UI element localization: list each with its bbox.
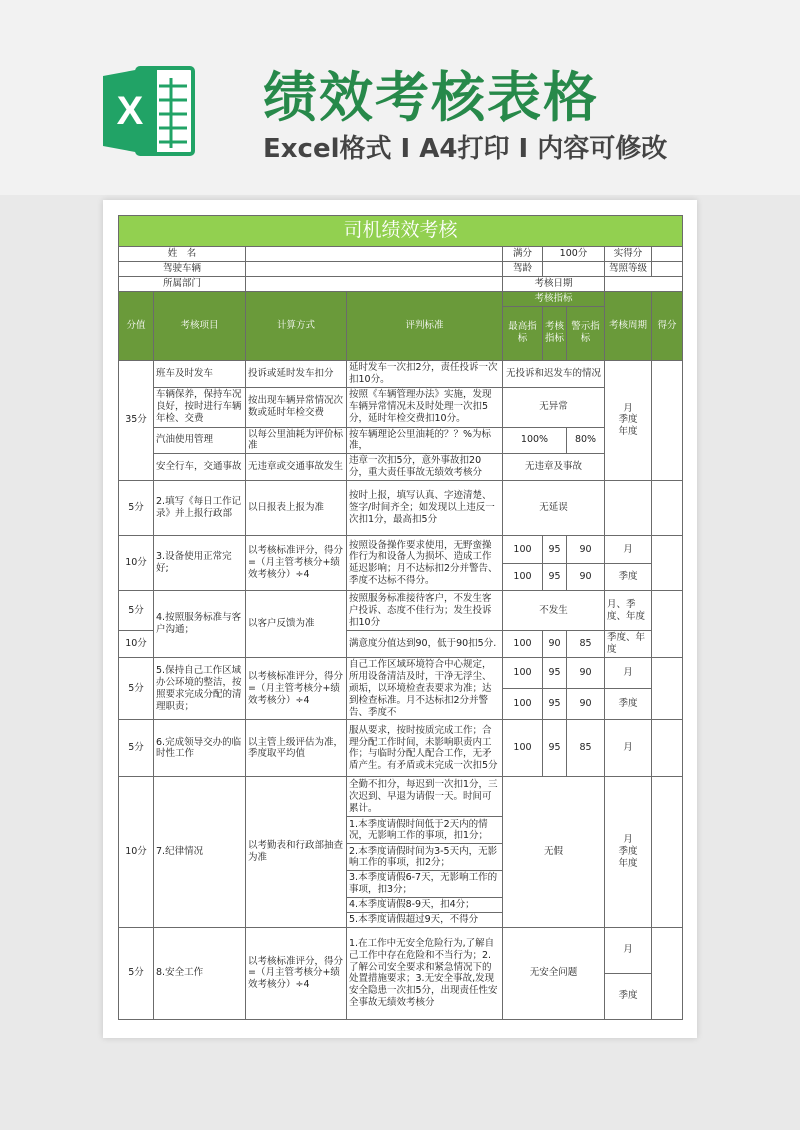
license-value[interactable] xyxy=(652,261,683,276)
indicator-cell: 无安全问题 xyxy=(503,927,605,1019)
period-cell: 月 xyxy=(605,720,652,777)
col-criteria: 评判标准 xyxy=(347,291,503,360)
criteria-cell: 按车辆理论公里油耗的？？%为标准， xyxy=(347,427,503,454)
col-indicator: 考核指标 xyxy=(503,291,605,306)
indicator-cell: 无延误 xyxy=(503,481,605,536)
driving-age-label: 驾龄 xyxy=(503,261,543,276)
dept-value[interactable] xyxy=(246,276,503,291)
max-cell: 100 xyxy=(503,689,543,720)
col-warn: 警示指标 xyxy=(567,306,605,360)
score-cell: 10分 xyxy=(119,777,154,928)
criteria-cell: 按照《车辆管理办法》实施，发现车辆异常情况未及时处理一次扣5分，延时年检交费扣10分。 xyxy=(347,387,503,427)
period-cell: 季度 xyxy=(605,973,652,1019)
warn-cell: 80% xyxy=(567,427,605,454)
dept-label: 所属部门 xyxy=(119,276,246,291)
banner xyxy=(0,0,800,195)
score-cell: 5分 xyxy=(119,481,154,536)
vehicle-label: 驾驶车辆 xyxy=(119,261,246,276)
period-cell: 月 xyxy=(605,536,652,564)
date-value[interactable] xyxy=(605,276,683,291)
method-cell: 以考核标准评分，得分=（月主管考核分+绩效考核分）÷4 xyxy=(246,658,347,720)
col-score: 分值 xyxy=(119,291,154,360)
date-label: 考核日期 xyxy=(503,276,605,291)
driving-age-value[interactable] xyxy=(543,261,605,276)
score-cell: 5分 xyxy=(119,720,154,777)
criteria-cell: 按照服务标准接待客户，不发生客户投诉、态度不佳行为；发生投诉扣10分 xyxy=(347,591,503,631)
score-cell: 5分 xyxy=(119,927,154,1019)
got-cell[interactable] xyxy=(652,777,683,928)
max-cell: 100 xyxy=(503,631,543,658)
item-cell: 汽油使用管理 xyxy=(154,427,246,454)
warn-cell: 90 xyxy=(567,658,605,689)
license-label: 驾照等级 xyxy=(605,261,652,276)
warn-cell: 90 xyxy=(567,564,605,591)
warn-cell: 85 xyxy=(567,720,605,777)
criteria-cell: 服从要求，按时按质完成工作；合理分配工作时间，未影响职责内工作；与临时分配人配合工作，无矛盾产生。有矛盾或未完成一次扣5分 xyxy=(347,720,503,777)
method-cell: 无违章或交通事故发生 xyxy=(246,454,347,481)
criteria-cell: 4.本季度请假8-9天，扣4分； xyxy=(347,898,503,913)
criteria-cell: 满意度分值达到90，低于90扣5分. xyxy=(347,631,503,658)
max-cell: 100% xyxy=(503,427,567,454)
period-cell: 月 季度 年度 xyxy=(605,360,652,481)
period-cell xyxy=(605,481,652,536)
got-cell[interactable] xyxy=(652,481,683,536)
method-cell: 以考核标准评分，得分=（月主管考核分+绩效考核分）÷4 xyxy=(246,927,347,1019)
item-cell: 8.安全工作 xyxy=(154,927,246,1019)
col-check: 考核指标 xyxy=(543,306,567,360)
period-cell: 季度 xyxy=(605,689,652,720)
sheet-title: 司机绩效考核 xyxy=(119,216,683,247)
got-cell[interactable] xyxy=(652,927,683,1019)
indicator-cell: 无投诉和迟发车的情况 xyxy=(503,360,605,387)
criteria-cell: 自己工作区域环境符合中心规定，所用设备清洁及时，干净无浮尘、顽垢，以环境检查表要求为准；达到检查标准。月不达标扣2分并警告、季度不 xyxy=(347,658,503,720)
col-item: 考核项目 xyxy=(154,291,246,360)
criteria-cell: 2.本季度请假时间为3-5天内，无影响工作的事项，扣2分； xyxy=(347,844,503,871)
method-cell: 以日报表上报为准 xyxy=(246,481,347,536)
item-cell: 7.纪律情况 xyxy=(154,777,246,928)
max-cell: 100 xyxy=(503,720,543,777)
indicator-cell: 无违章及事故 xyxy=(503,454,605,481)
item-cell: 4.按照服务标准与客户沟通； xyxy=(154,591,246,658)
evaluation-table xyxy=(118,215,683,1020)
period-cell: 月、季度、年度 xyxy=(605,591,652,631)
check-cell: 95 xyxy=(543,658,567,689)
vehicle-value[interactable] xyxy=(246,261,503,276)
col-period: 考核周期 xyxy=(605,291,652,360)
check-cell: 95 xyxy=(543,564,567,591)
got-cell[interactable] xyxy=(652,360,683,481)
indicator-cell: 不发生 xyxy=(503,591,605,631)
indicator-cell: 无假 xyxy=(503,777,605,928)
criteria-cell: 1.在工作中无安全危险行为,了解自己工作中存在危险和不当行为；2.了解公司安全要求和紧急情况下的处置措施要求；3.无安全事故,发现安全隐患一次扣5分，出现责任性安全事故无绩效考核分 xyxy=(347,927,503,1019)
name-value[interactable] xyxy=(246,247,503,262)
check-cell: 90 xyxy=(543,631,567,658)
score-cell: 10分 xyxy=(119,631,154,658)
period-cell: 月 xyxy=(605,658,652,689)
check-cell: 95 xyxy=(543,536,567,564)
got-cell[interactable] xyxy=(652,591,683,658)
method-cell: 以每公里油耗为评价标准 xyxy=(246,427,347,454)
col-method: 计算方式 xyxy=(246,291,347,360)
logo-letter: X xyxy=(116,89,144,133)
period-cell: 季度、年度 xyxy=(605,631,652,658)
full-score-label: 满分 xyxy=(503,247,543,262)
period-cell: 季度 xyxy=(605,564,652,591)
score-cell: 5分 xyxy=(119,658,154,720)
score-cell: 5分 xyxy=(119,591,154,631)
criteria-cell: 1.本季度请假时间低于2天内的情况，无影响工作的事项，扣1分； xyxy=(347,817,503,844)
item-cell: 班车及时发车 xyxy=(154,360,246,387)
warn-cell: 90 xyxy=(567,536,605,564)
max-cell: 100 xyxy=(503,564,543,591)
excel-icon xyxy=(103,62,195,160)
max-cell: 100 xyxy=(503,658,543,689)
item-cell: 2.填写《每日工作记录》并上报行政部 xyxy=(154,481,246,536)
method-cell: 以主管上级评估为准，季度取平均值 xyxy=(246,720,347,777)
criteria-cell: 全勤不扣分，每迟到一次扣1分，三次迟到、早退为请假一天。时间可累计。 xyxy=(347,777,503,817)
item-cell: 3.设备使用正常完好; xyxy=(154,536,246,591)
warn-cell: 85 xyxy=(567,631,605,658)
got-cell[interactable] xyxy=(652,720,683,777)
criteria-cell: 延时发车一次扣2分，责任投诉一次扣10分。 xyxy=(347,360,503,387)
item-cell: 车辆保养，保持车况良好，按时进行车辆年检、交费 xyxy=(154,387,246,427)
period-cell: 月 xyxy=(605,927,652,973)
criteria-cell: 3.本季度请假6-7天，无影响工作的事项，扣3分； xyxy=(347,871,503,898)
criteria-cell: 5.本季度请假超过9天，不得分 xyxy=(347,913,503,928)
method-cell: 投诉或延时发车扣分 xyxy=(246,360,347,387)
method-cell: 以考核标准评分，得分=（月主管考核分+绩效考核分）÷4 xyxy=(246,536,347,591)
col-got: 得分 xyxy=(652,291,683,360)
method-cell: 按出现车辆异常情况次数或延时年检交费 xyxy=(246,387,347,427)
method-cell: 以考勤表和行政部抽查为准 xyxy=(246,777,347,928)
got-cell[interactable] xyxy=(652,658,683,720)
item-cell: 6.完成领导交办的临时性工作 xyxy=(154,720,246,777)
criteria-cell: 按照设备操作要求使用，无野蛮操作行为和设备人为损坏、造成工作延迟影响；月不达标扣2分并警告、季度不达标不得分。 xyxy=(347,536,503,591)
period-cell: 月 季度 年度 xyxy=(605,777,652,928)
check-cell: 95 xyxy=(543,689,567,720)
got-cell[interactable] xyxy=(652,536,683,591)
actual-score-label: 实得分 xyxy=(605,247,652,262)
criteria-cell: 按时上报，填写认真、字迹清楚、签字/时间齐全；如发现以上违反一次扣1分，最高扣5分 xyxy=(347,481,503,536)
score-cell: 10分 xyxy=(119,536,154,591)
page-subtitle: Excel格式 I A4打印 I 内容可修改 xyxy=(263,134,668,164)
name-label: 姓 名 xyxy=(119,247,246,262)
method-cell: 以客户反馈为准 xyxy=(246,591,347,658)
item-cell: 5.保持自己工作区域办公环境的整洁，按照要求完成分配的清理职责； xyxy=(154,658,246,720)
indicator-cell: 无异常 xyxy=(503,387,605,427)
page-title: 绩效考核表格 xyxy=(263,66,599,129)
score-cell: 35分 xyxy=(119,360,154,481)
criteria-cell: 违章一次扣5分，意外事故扣20分，重大责任事故无绩效考核分 xyxy=(347,454,503,481)
warn-cell: 90 xyxy=(567,689,605,720)
max-cell: 100 xyxy=(503,536,543,564)
full-score-value: 100分 xyxy=(543,247,605,262)
check-cell: 95 xyxy=(543,720,567,777)
actual-score-value[interactable] xyxy=(652,247,683,262)
col-max: 最高指标 xyxy=(503,306,543,360)
item-cell: 安全行车，交通事故 xyxy=(154,454,246,481)
